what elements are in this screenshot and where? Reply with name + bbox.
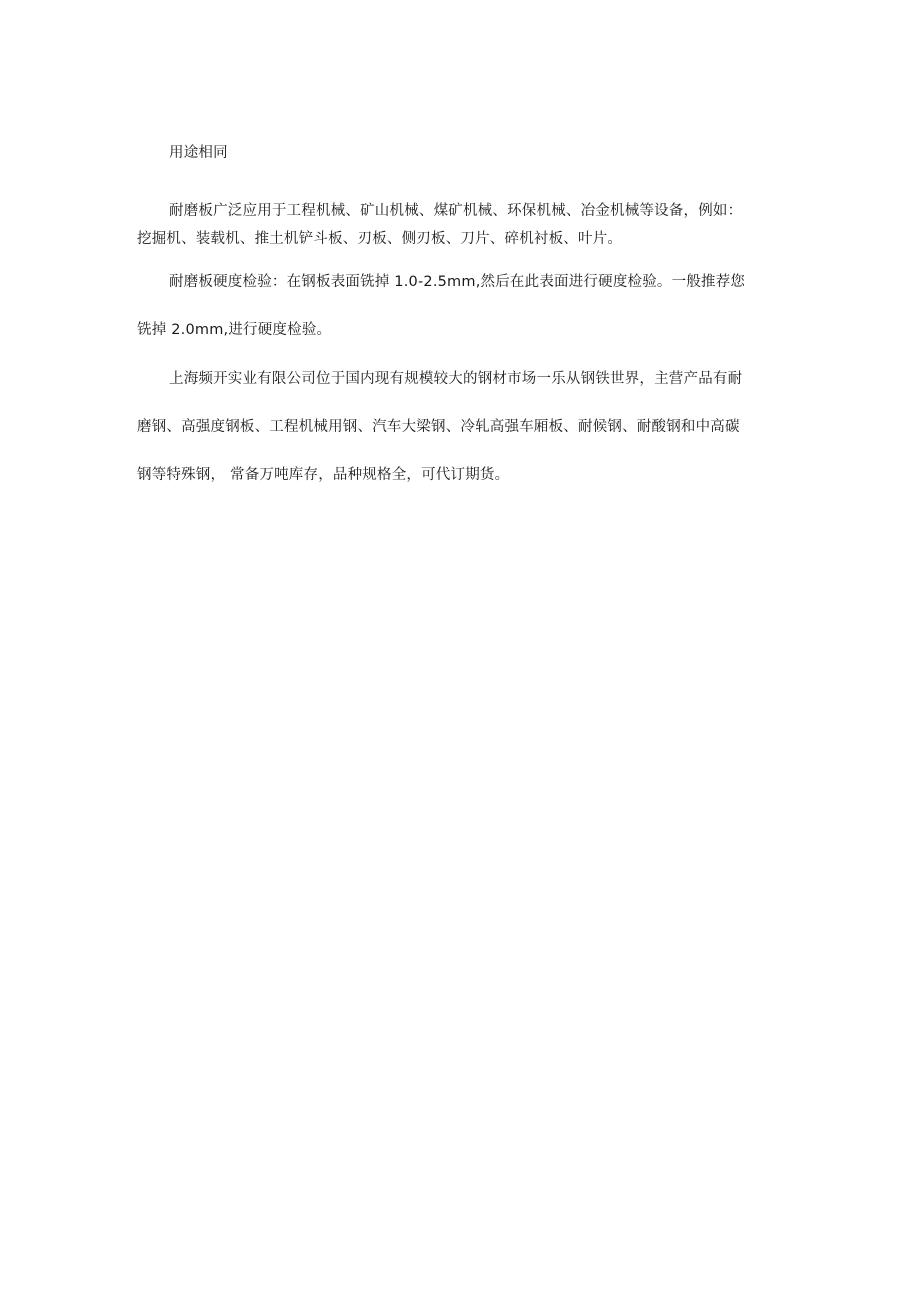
paragraph-3-line-1: 耐磨板硬度检验：在钢板表面铣掉 1.0-2.5mm,然后在此表面进行硬度检验。一般推荐您 [169, 274, 746, 290]
paragraph-2-line-1: 耐磨板广泛应用于工程机械、矿山机械、煤矿机械、环保机械、冶金机械等设备，例如： [169, 203, 743, 219]
paragraph-heading-line: 用途相同 [169, 145, 228, 161]
paragraph-4-line-3: 钢等特殊钢， 常备万吨库存，品种规格全，可代订期货。 [137, 467, 510, 483]
paragraph-3-line-2: 铣掉 2.0mm,进行硬度检验。 [137, 322, 332, 338]
paragraph-2-line-2: 挖掘机、装载机、推土机铲斗板、刃板、侧刃板、刀片、碎机衬板、叶片。 [137, 231, 623, 247]
paragraph-4-line-2: 磨钢、高强度钢板、工程机械用钢、汽车大梁钢、冷轧高强车厢板、耐候钢、耐酸钢和中高碳 [137, 419, 740, 435]
paragraph-4-line-1: 上海频开实业有限公司位于国内现有规模较大的钢材市场一乐从钢铁世界，主营产品有耐 [169, 371, 743, 387]
